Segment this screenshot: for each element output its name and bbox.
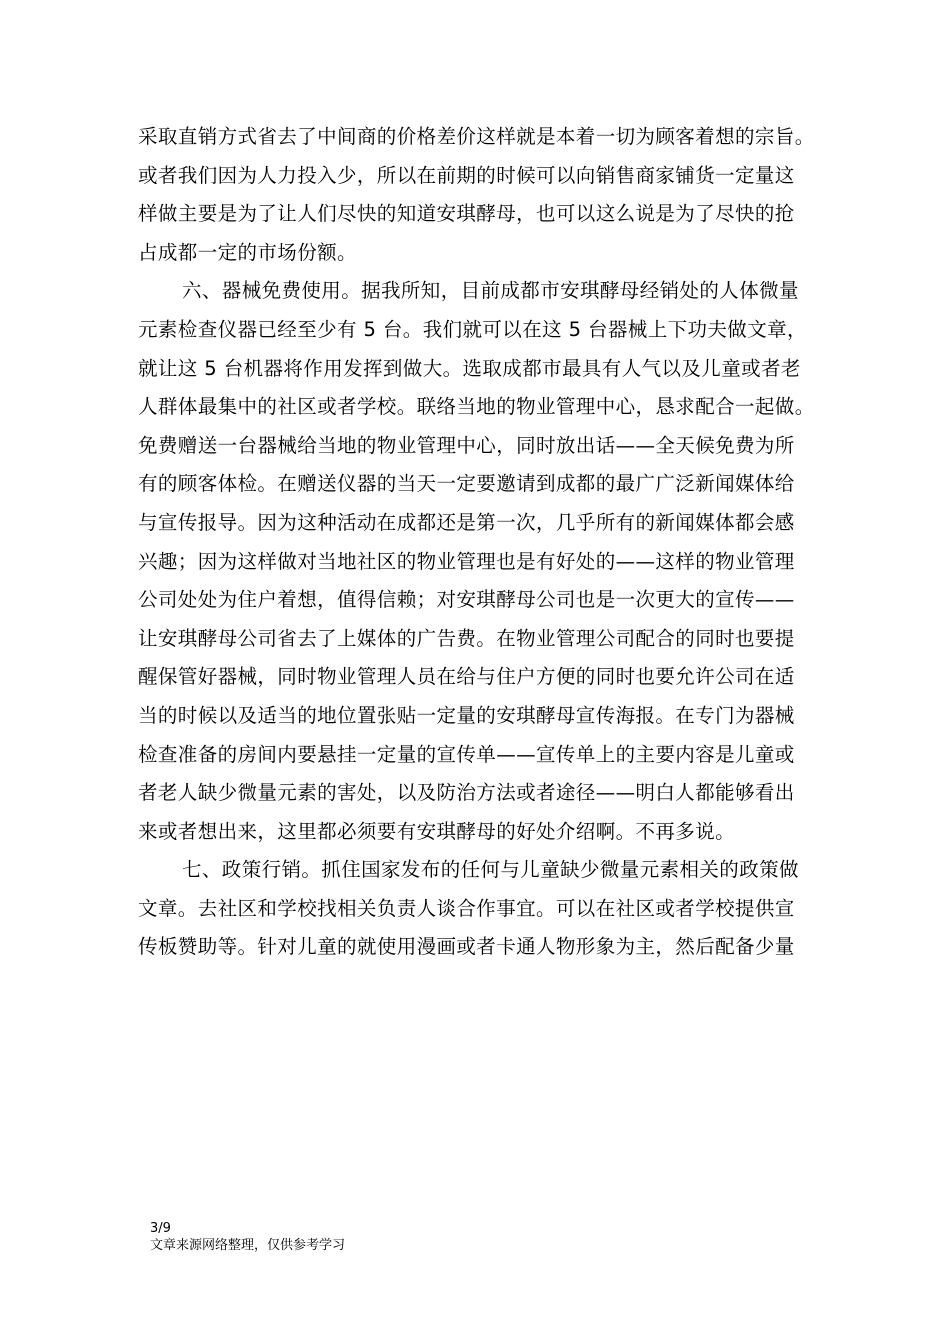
document-body	[138, 118, 838, 967]
text-line: 让安琪酵母公司省去了上媒体的广告费。在物业管理公司配合的同时也要提	[138, 626, 795, 650]
text-line: 兴趣；因为这样做对当地社区的物业管理也是有好处的——这样的物业管理	[138, 549, 795, 573]
page-number: 3/9	[150, 1221, 171, 1236]
text-line: 传板赞助等。针对儿童的就使用漫画或者卡通人物形象为主，然后配备少量	[138, 935, 795, 959]
text-line: 者老人缺少微量元素的害处，以及防治方法或者途径——明白人都能够看出	[138, 781, 795, 805]
text-line: 醒保管好器械，同时物业管理人员在给与住户方便的同时也要允许公司在适	[138, 665, 795, 689]
text-line: 就让这 5 台机器将作用发挥到做大。选取成都市最具有人气以及儿童或者老	[138, 356, 801, 380]
text-line: 当的时候以及适当的地位置张贴一定量的安琪酵母宣传海报。在专门为器械	[138, 703, 795, 727]
text-line: 占成都一定的市场份额。	[138, 240, 357, 264]
text-line: 公司处处为住户着想，值得信赖；对安琪酵母公司也是一次更大的宣传——	[138, 588, 795, 612]
paragraph-start-line: 六、器械免费使用。据我所知，目前成都市安琪酵母经销处的人体微量	[182, 279, 799, 303]
text-line: 与宣传报导。因为这种活动在成都还是第一次，几乎所有的新闻媒体都会感	[138, 510, 795, 534]
text-line: 元素检查仪器已经至少有 5 台。我们就可以在这 5 台器械上下功夫做文章，	[138, 317, 807, 341]
text-line: 来或者想出来，这里都必须要有安琪酵母的好处介绍啊。不再多说。	[138, 819, 736, 843]
text-line: 或者我们因为人力投入少，所以在前期的时候可以向销售商家铺货一定量这	[138, 163, 795, 187]
text-line: 文章。去社区和学校找相关负责人谈合作事宜。可以在社区或者学校提供宣	[138, 896, 795, 920]
text-line: 检查准备的房间内要悬挂一定量的宣传单——宣传单上的主要内容是儿童或	[138, 742, 795, 766]
text-line: 采取直销方式省去了中间商的价格差价这样就是本着一切为顾客着想的宗旨。	[138, 125, 815, 148]
text-line: 免费赠送一台器械给当地的物业管理中心，同时放出话——全天候免费为所	[138, 433, 795, 457]
text-line: 人群体最集中的社区或者学校。联络当地的物业管理中心，恳求配合一起做。	[138, 395, 815, 419]
footer-note: 文章来源网络整理，仅供参考学习	[150, 1238, 346, 1253]
page-footer	[150, 1220, 345, 1254]
text-line: 有的顾客体检。在赠送仪器的当天一定要邀请到成都的最广广泛新闻媒体给	[138, 472, 795, 496]
text-line: 样做主要是为了让人们尽快的知道安琪酵母，也可以这么说是为了尽快的抢	[138, 202, 795, 226]
paragraph-start-line: 七、政策行销。抓住国家发布的任何与儿童缺少微量元素相关的政策做	[182, 858, 799, 882]
